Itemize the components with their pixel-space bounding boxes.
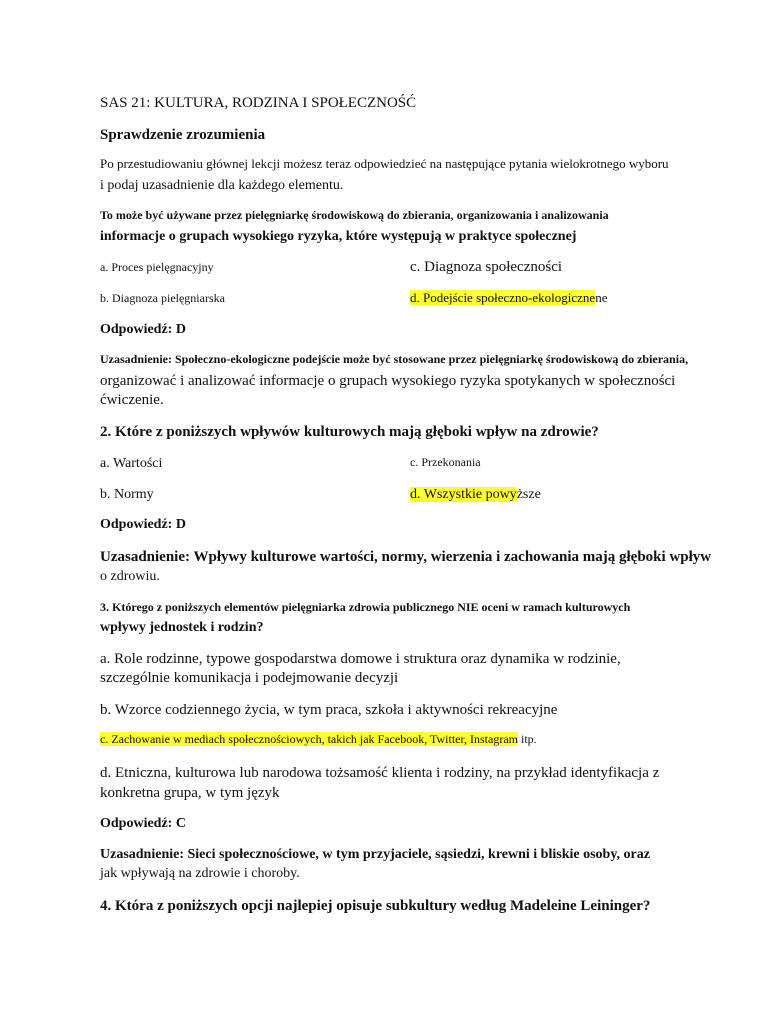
q3-justification-line-2: jak wpływają na zdrowie i choroby. bbox=[100, 866, 300, 881]
section-subtitle: Sprawdzenie zrozumienia bbox=[100, 127, 266, 143]
q2-answer: Odpowiedź: D bbox=[100, 517, 186, 532]
q3-option-c-rest: itp. bbox=[517, 732, 537, 746]
q2-option-b: b. Normy bbox=[100, 487, 154, 502]
q1-question-line-1: To może być używane przez pielęgniarkę środowiskową do zbierania, organizowania i analizowania bbox=[100, 208, 609, 222]
q1-option-c: c. Diagnoza społeczności bbox=[410, 259, 563, 275]
q3-justification-line-1: Uzasadnienie: Sieci społecznościowe, w tym przyjaciele, sąsiedzi, krewni i bliskie osoby, oraz bbox=[100, 847, 650, 862]
q1-answer: Odpowiedź: D bbox=[100, 322, 186, 337]
q1-option-b: b. Diagnoza pielęgniarska bbox=[100, 291, 225, 305]
q1-option-a: a. Proces pielęgnacyjny bbox=[100, 260, 214, 274]
q2-option-d-rest: ższe bbox=[516, 487, 541, 502]
q3-option-a-line-2: szczególnie komunikacja i podejmowanie decyzji bbox=[100, 670, 399, 686]
q2-option-d bbox=[410, 487, 541, 503]
q3-question-line-1: 3. Którego z poniższych elementów pielęgniarka zdrowia publicznego NIE oceni w ramach kulturowych bbox=[100, 600, 631, 614]
intro-line-2: i podaj uzasadnienie dla każdego elementu. bbox=[100, 178, 344, 193]
q2-option-a: a. Wartości bbox=[100, 456, 163, 471]
q2-justification-line-2: o zdrowiu. bbox=[100, 569, 160, 584]
q3-option-c bbox=[100, 733, 537, 747]
intro-line-1: Po przestudiowaniu głównej lekcji możesz teraz odpowiedzieć na następujące pytania wielokrotnego wyboru bbox=[100, 156, 669, 171]
q1-justification-line-2: organizować i analizować informacje o grupach wysokiego ryzyka spotykanych w społeczności bbox=[100, 373, 676, 389]
q2-option-c: c. Przekonania bbox=[410, 455, 481, 469]
q2-justification-line-1: Uzasadnienie: Wpływy kulturowe wartości, normy, wierzenia i zachowania mają głęboki wpływ bbox=[100, 549, 712, 565]
q2-option-d-highlight: d. Wszystkie powy bbox=[410, 487, 517, 502]
document-title: SAS 21: KULTURA, RODZINA I SPOŁECZNOŚĆ bbox=[100, 95, 417, 111]
q1-option-d-highlight: d. Podejście społeczno-ekologiczne bbox=[410, 290, 596, 305]
q1-justification-line-1: Uzasadnienie: Społeczno-ekologiczne podejście może być stosowane przez pielęgniarkę środowiskową do zbierania, bbox=[100, 352, 689, 366]
q1-justification-line-3: ćwiczenie. bbox=[100, 392, 164, 408]
q3-answer: Odpowiedź: C bbox=[100, 816, 186, 831]
q3-question-line-2: wpływy jednostek i rodzin? bbox=[100, 620, 264, 635]
q3-option-a-line-1: a. Role rodzinne, typowe gospodarstwa domowe i struktura oraz dynamika w rodzinie, bbox=[100, 651, 621, 667]
q3-option-c-highlight: c. Zachowanie w mediach społecznościowych, takich jak Facebook, Twitter, Instagram bbox=[100, 732, 518, 746]
q1-question-line-2: informacje o grupach wysokiego ryzyka, które występują w praktyce społecznej bbox=[100, 229, 577, 244]
q3-option-d-line-1: d. Etniczna, kulturowa lub narodowa tożsamość klienta i rodziny, na przykład identyfikacja z bbox=[100, 765, 660, 781]
q2-question: 2. Które z poniższych wpływów kulturowych mają głęboki wpływ na zdrowie? bbox=[100, 424, 599, 440]
q4-question: 4. Która z poniższych opcji najlepiej opisuje subkultury według Madeleine Leininger? bbox=[100, 898, 651, 914]
q3-option-d-line-2: konkretna grupa, w tym język bbox=[100, 785, 280, 801]
q1-option-d bbox=[410, 291, 607, 306]
q1-option-d-rest: ne bbox=[595, 290, 608, 305]
q3-option-b: b. Wzorce codziennego życia, w tym praca, szkoła i aktywności rekreacyjne bbox=[100, 702, 558, 718]
